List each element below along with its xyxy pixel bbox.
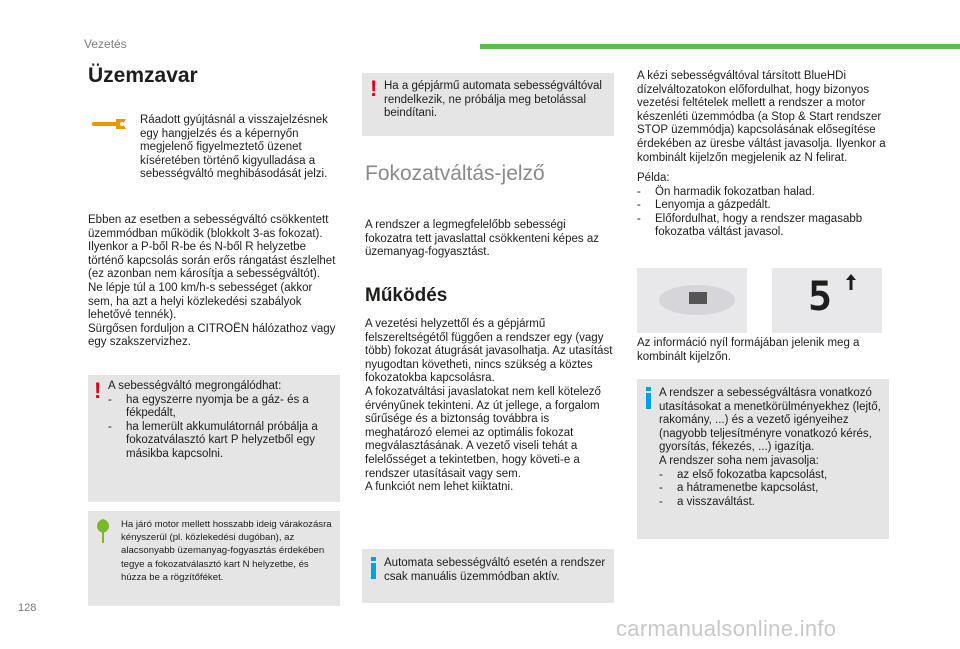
- warning-icon: !: [370, 76, 378, 101]
- bluehdi-description: A kézi sebességváltóval társított BlueHDi dízelváltozatokon előfordulhat, hogy bizonyos vezetési feltételek mellett a rendszer a motor készenléti üzemmódba (a Stop & Start rendszer STOP üzemmódja) kapcsolásának elősegítése érdekében az üresbe váltást javasolja. Ilyenkor a kombinált kijelzőn megjelenik az N felirat.: [637, 70, 886, 164]
- wrench-warning-text: Ráadott gyújtásnál a visszajelzésnek egy hangjelzés és a képernyőn megjelenő figyelmeztető üzenet kíséretében történő kigyulladása a sebességváltó meghibásodását jelzi.: [140, 114, 328, 181]
- operation-para-3: A funkciót nem lehet kiiktatni.: [365, 481, 514, 494]
- never-suggests-item: - az első fokozatba kapcsolást,: [659, 469, 885, 483]
- never-suggests-item: - a visszaváltást.: [659, 496, 885, 510]
- subsection-title: Működés: [365, 285, 448, 306]
- leaf-icon: [95, 519, 111, 548]
- gear-digit: 5: [808, 274, 833, 320]
- eco-tip-box: [88, 511, 340, 606]
- failure-para-2: Ilyenkor a P-ből R-be és N-ből R helyzetbe történő kapcsolás során erős rángatást észlelhet (ez azonban nem károsítja a sebességváltót).: [88, 241, 336, 281]
- warning-intro: A sebességváltó megrongálódhat:: [108, 380, 282, 392]
- operation-para-1: A vezetési helyzettől és a gépjármű felszereltségétől függően a rendszer egy (vagy több) fokozat átugrását javasolhatja. Az utasítást nyugodtan követheti, nincs szükség a köztes fokozatokba kapcsolásra.: [365, 318, 613, 385]
- automatic-info-text: Automata sebességváltó esetén a rendszer csak manuális üzemmódban aktív.: [384, 557, 606, 583]
- info-box-automatic: [362, 549, 614, 603]
- instrument-panel-illustration: [637, 268, 747, 333]
- warning-item: - ha egyszerre nyomja be a gáz- és a fékpedált,: [108, 394, 334, 421]
- example-item: - Előfordulhat, hogy a rendszer magasabb fokozatba váltást javasol.: [637, 213, 887, 240]
- section-title: Fokozatváltás-jelző: [365, 162, 545, 185]
- eco-tip-text: Ha járó motor mellett hosszabb ideig várakozásra kényszerül (pl. közlekedési dugóban), az alacsonyabb üzemanyag-fogyasztás érdekében tegye a fokozatválasztó kart N helyzetbe, és húzza be a rögzítőféket.: [121, 519, 332, 583]
- example-item: - Lenyomja a gázpedált.: [637, 199, 887, 213]
- warning-box-gearbox: [88, 375, 340, 502]
- info-icon: [645, 387, 653, 414]
- example-item: - Ön harmadik fokozatban halad.: [637, 186, 887, 200]
- never-suggests-label: A rendszer soha nem javasolja:: [659, 454, 819, 467]
- failure-description: [88, 214, 340, 350]
- push-start-warning-text: Ha a gépjármű automata sebességváltóval rendelkezik, ne próbálja meg betolással beindítani.: [384, 80, 602, 120]
- section-bar: [480, 44, 960, 49]
- operation-para-2: A fokozatváltási javaslatokat nem kell kötelező érvényűnek tekinteni. Az út jellege, a forgalom sűrűsége és a biztonság továbbra is meghatározó elemei az optimális fokozat megválasztásának. A vezető viseli tehát a felelősséget a tekintetben, hogy követi-e a rendszer utasításait vagy sem.: [365, 385, 601, 480]
- failure-para-3: Ne lépje túl a 100 km/h-s sebességet (akkor sem, ha azt a helyi közlekedési szabályok lehetővé tennék).: [88, 281, 313, 322]
- info-box-adaptation: [637, 379, 889, 539]
- gear-shift-indicator-display: [772, 268, 882, 333]
- page-title: Üzemzavar: [88, 64, 198, 87]
- warning-icon: !: [94, 378, 102, 403]
- shift-up-arrow-icon: [846, 274, 856, 295]
- warning-item: - ha lemerült akkumulátornál próbálja a fokozatválasztó kart P helyzetből egy másikba kapcsolni.: [108, 421, 334, 462]
- display-caption: Az információ nyíl formájában jelenik meg a kombinált kijelzőn.: [637, 337, 860, 363]
- section-intro: A rendszer a legmegfelelőbb sebességi fokozatra tett javaslattal csökkenteni képes az üzemanyag-fogyasztást.: [365, 219, 599, 259]
- adaptation-info-text: A rendszer a sebességváltásra vonatkozó utasításokat a menetkörülményekhez (lejtő, rakomány, ...) és a vezető igényeihez (nagyobb teljesítményre vonatkozó kérés, gyorsítás, fékezés, ...) igazítja.: [659, 387, 881, 454]
- operation-description: [365, 318, 615, 495]
- watermark: carmanualsonline.info: [616, 616, 837, 641]
- info-icon: [370, 557, 378, 584]
- example-label: Példa:: [637, 172, 670, 184]
- never-suggests-item: - a hátramenetbe kapcsolást,: [659, 482, 885, 496]
- failure-para-1: Ebben az esetben a sebességváltó csökkentett üzemmódban működik (blokkolt 3-as fokozat).: [88, 214, 329, 240]
- page-number: 128: [18, 602, 37, 614]
- wrench-icon: [92, 117, 128, 129]
- failure-para-4: Sürgősen forduljon a CITROËN hálózathoz vagy egy szakszervizhez.: [88, 322, 336, 349]
- section-label: Vezetés: [84, 37, 127, 51]
- example-block: [637, 172, 887, 240]
- warning-box-push-start: [362, 73, 614, 136]
